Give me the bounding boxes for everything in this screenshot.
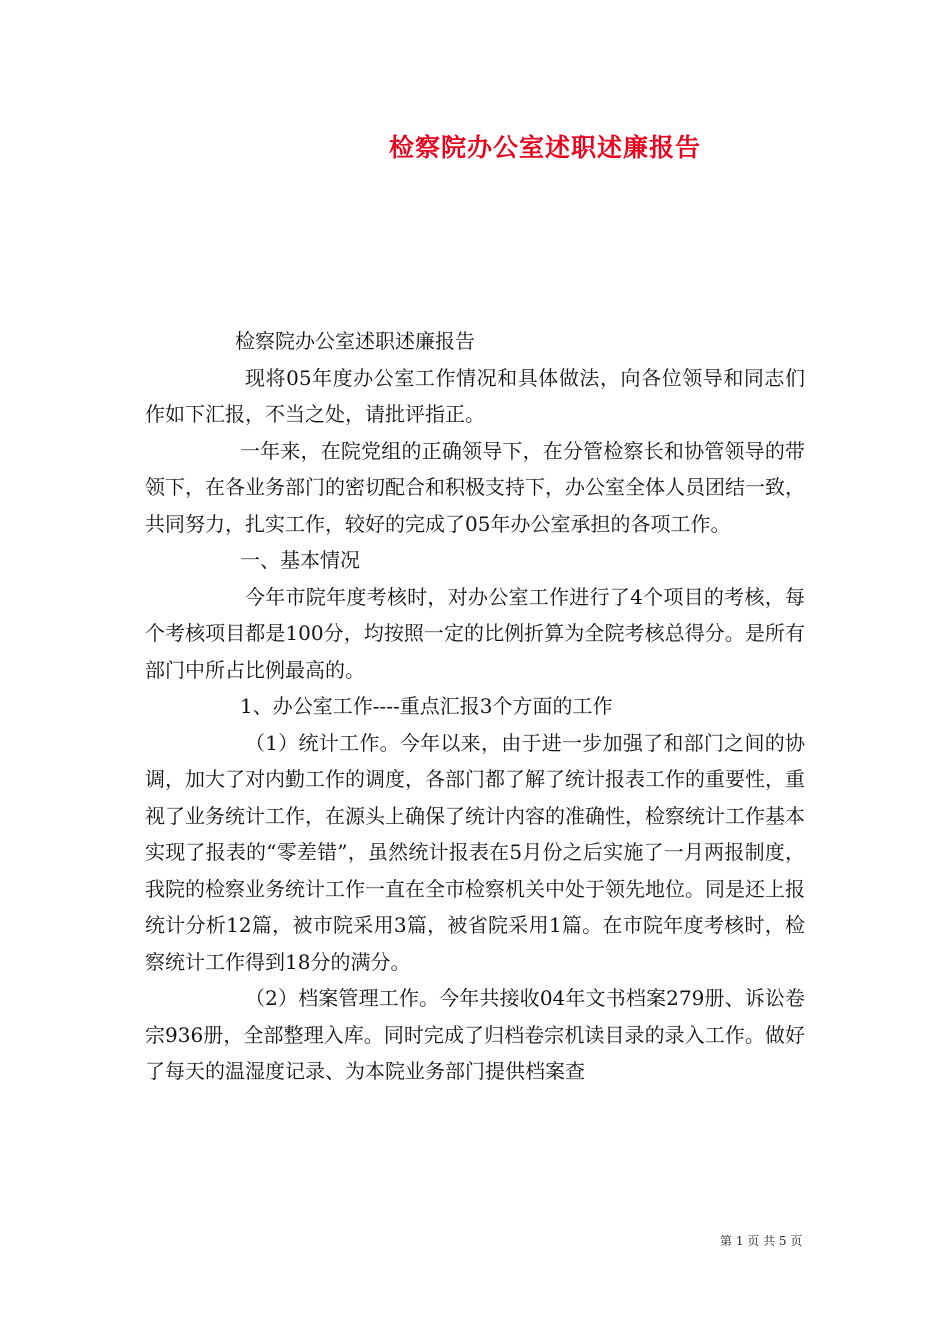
subsection-heading-office: 1、办公室工作----重点汇报3个方面的工作 — [240, 694, 613, 718]
page-number: 第 1 页 共 5 页 — [720, 1234, 803, 1248]
paragraph-summary: 一年来，在院党组的正确领导下，在分管检察长和协管领导的带领下，在各业务部门的密切配合和积极支持下，办公室全体人员团结一致，共同努力，扎实工作，较好的完成了05年办公室承担的各项工作。 — [145, 438, 805, 536]
section-heading-basic: 一、基本情况 — [240, 548, 360, 572]
paragraph-assessment: 今年市院年度考核时，对办公室工作进行了4个项目的考核，每个考核项目都是100分，均按照一定的比例折算为全院考核总得分。是所有部门中所占比例最高的。 — [145, 584, 805, 682]
paragraph-statistics: （1）统计工作。今年以来，由于进一步加强了和部门之间的协调，加大了对内勤工作的调度，各部门都了解了统计报表工作的重要性，重视了业务统计工作，在源头上确保了统计内容的准确性，检察统计工作基本实现了报表的“零差错”，虽然统计报表在5月份之后实施了一月两报制度，我院的检察业务统计工作一直在全市检察机关中处于领先地位。同是还上报统计分析12篇，被市院采用3篇，被省院采用1篇。在市院年度考核时，检察统计工作得到18分的满分。 — [145, 730, 805, 974]
document-body — [145, 323, 805, 1090]
paragraph-archives: （2）档案管理工作。今年共接收04年文书档案279册、诉讼卷宗936册，全部整理入库。同时完成了归档卷宗机读目录的录入工作。做好了每天的温湿度记录、为本院业务部门提供档案查 — [145, 986, 805, 1083]
document-title: 检察院办公室述职述廉报告 — [388, 133, 701, 162]
paragraph-heading: 检察院办公室述职述廉报告 — [235, 329, 475, 353]
paragraph-intro: 现将05年度办公室工作情况和具体做法，向各位领导和同志们作如下汇报，不当之处，请批评指正。 — [145, 365, 805, 426]
